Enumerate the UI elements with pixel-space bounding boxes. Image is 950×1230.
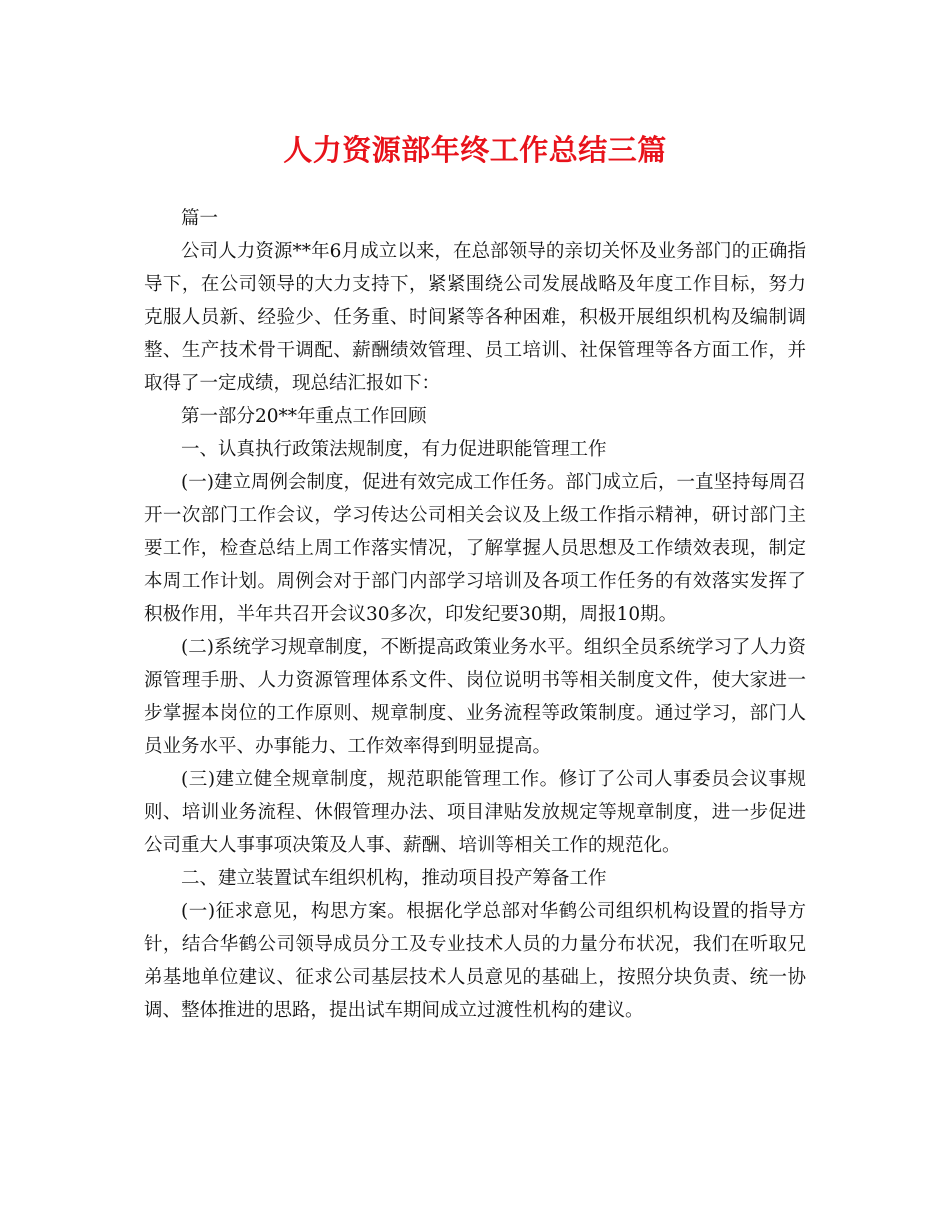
document-title: 人力资源部年终工作总结三篇	[283, 133, 667, 167]
paragraph-heading-1: 一、认真执行政策法规制度，有力促进职能管理工作	[181, 439, 607, 460]
paragraph-heading-2: 二、建立装置试车组织机构，推动项目投产筹备工作	[181, 868, 607, 889]
document-body	[144, 202, 806, 1027]
paragraph-section-label: 篇一	[181, 208, 219, 229]
paragraph-item-1-1: (一)建立周例会制度，促进有效完成工作任务。部门成立后，一直坚持每周召开一次部门工作会议，学习传达公司相关会议及上级工作指示精神，研讨部门主要工作，检查总结上周工作落实情况，了解掌握人员思想及工作绩效表现，制定本周工作计划。周例会对于部门内部学习培训及各项工作任务的有效落实发挥了积极作用，半年共召开会议30多次，印发纪要30期，周报10期。	[144, 472, 806, 625]
paragraph-item-2-1: (一)征求意见，构思方案。根据化学总部对华鹤公司组织机构设置的指导方针，结合华鹤公司领导成员分工及专业技术人员的力量分布状况，我们在听取兄弟基地单位建议、征求公司基层技术人员意见的基础上，按照分块负责、统一协调、整体推进的思路，提出试车期间成立过渡性机构的建议。	[144, 901, 806, 1021]
paragraph-intro: 公司人力资源**年6月成立以来，在总部领导的亲切关怀及业务部门的正确指导下，在公司领导的大力支持下，紧紧围绕公司发展战略及年度工作目标，努力克服人员新、经验少、任务重、时间紧等各种困难，积极开展组织机构及编制调整、生产技术骨干调配、薪酬绩效管理、员工培训、社保管理等各方面工作，并取得了一定成绩，现总结汇报如下：	[144, 241, 806, 394]
paragraph-part-heading: 第一部分20**年重点工作回顾	[181, 406, 427, 427]
paragraph-item-1-3: (三)建立健全规章制度，规范职能管理工作。修订了公司人事委员会议事规则、培训业务流程、休假管理办法、项目津贴发放规定等规章制度，进一步促进公司重大人事事项决策及人事、薪酬、培训等相关工作的规范化。	[144, 769, 806, 856]
paragraph-item-1-2: (二)系统学习规章制度，不断提高政策业务水平。组织全员系统学习了人力资源管理手册、人力资源管理体系文件、岗位说明书等相关制度文件，使大家进一步掌握本岗位的工作原则、规章制度、业务流程等政策制度。通过学习，部门人员业务水平、办事能力、工作效率得到明显提高。	[144, 637, 806, 757]
